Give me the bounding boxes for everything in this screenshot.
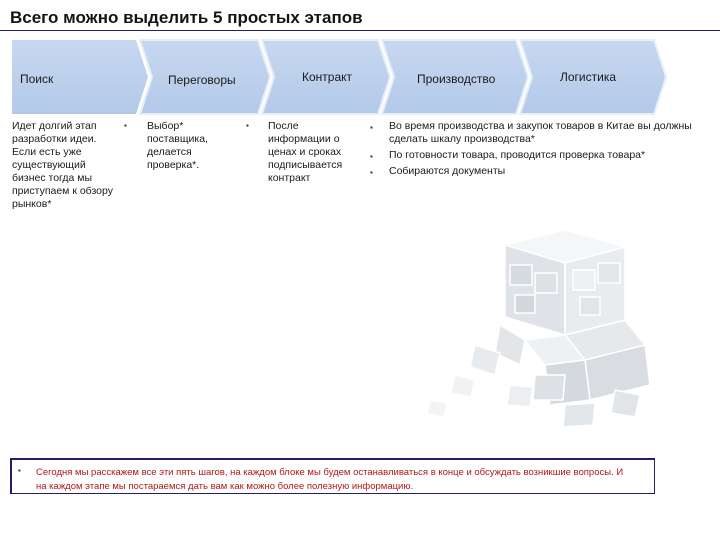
summary-note-text: Сегодня мы расскажем все эти пять шагов, на каждом блоке мы будем останавливаться в конце и обсуждать возникшие вопросы. И на каждом этапе мы постараемся дать вам как можно более полезную информацию. xyxy=(36,467,624,492)
production-list xyxy=(370,120,715,181)
bullet-icon: ▪ xyxy=(124,121,127,130)
stage-label-contract: Контракт xyxy=(302,70,353,84)
stage-label-production: Производство xyxy=(417,72,496,86)
stage-label-search: Поиск xyxy=(20,72,54,86)
search-description: Идет долгий этап разработки идеи. Если есть уже существующий бизнес тогда мы приступаем к обзору рынков* xyxy=(12,120,113,210)
title-divider xyxy=(0,30,720,31)
cube-illustration xyxy=(415,225,675,440)
bullet-icon: ▪ xyxy=(18,466,21,475)
list-item: ▪ По готовности товара, проводится проверка товара* xyxy=(370,149,646,161)
list-item: ▪ Собираются документы xyxy=(370,165,506,177)
bullet-icon: ▪ xyxy=(370,168,373,177)
stage-label-negotiation: Переговоры xyxy=(168,73,236,87)
contract-description: После информации о ценах и сроках подписывается контракт xyxy=(268,120,343,184)
bullet-icon: ▪ xyxy=(370,152,373,161)
bullet-icon: ▪ xyxy=(246,121,249,130)
list-item: ▪ Во время производства и закупок товаров в Китае вы должны сделать шкалу производства* xyxy=(370,120,692,145)
bullet-icon: ▪ xyxy=(370,123,373,132)
stage-label-logistics: Логистика xyxy=(560,70,617,84)
slide-title: Всего можно выделить 5 простых этапов xyxy=(10,8,363,27)
negotiation-description: Выбор* поставщика, делается проверка*. xyxy=(147,120,208,171)
summary-note xyxy=(10,458,655,494)
